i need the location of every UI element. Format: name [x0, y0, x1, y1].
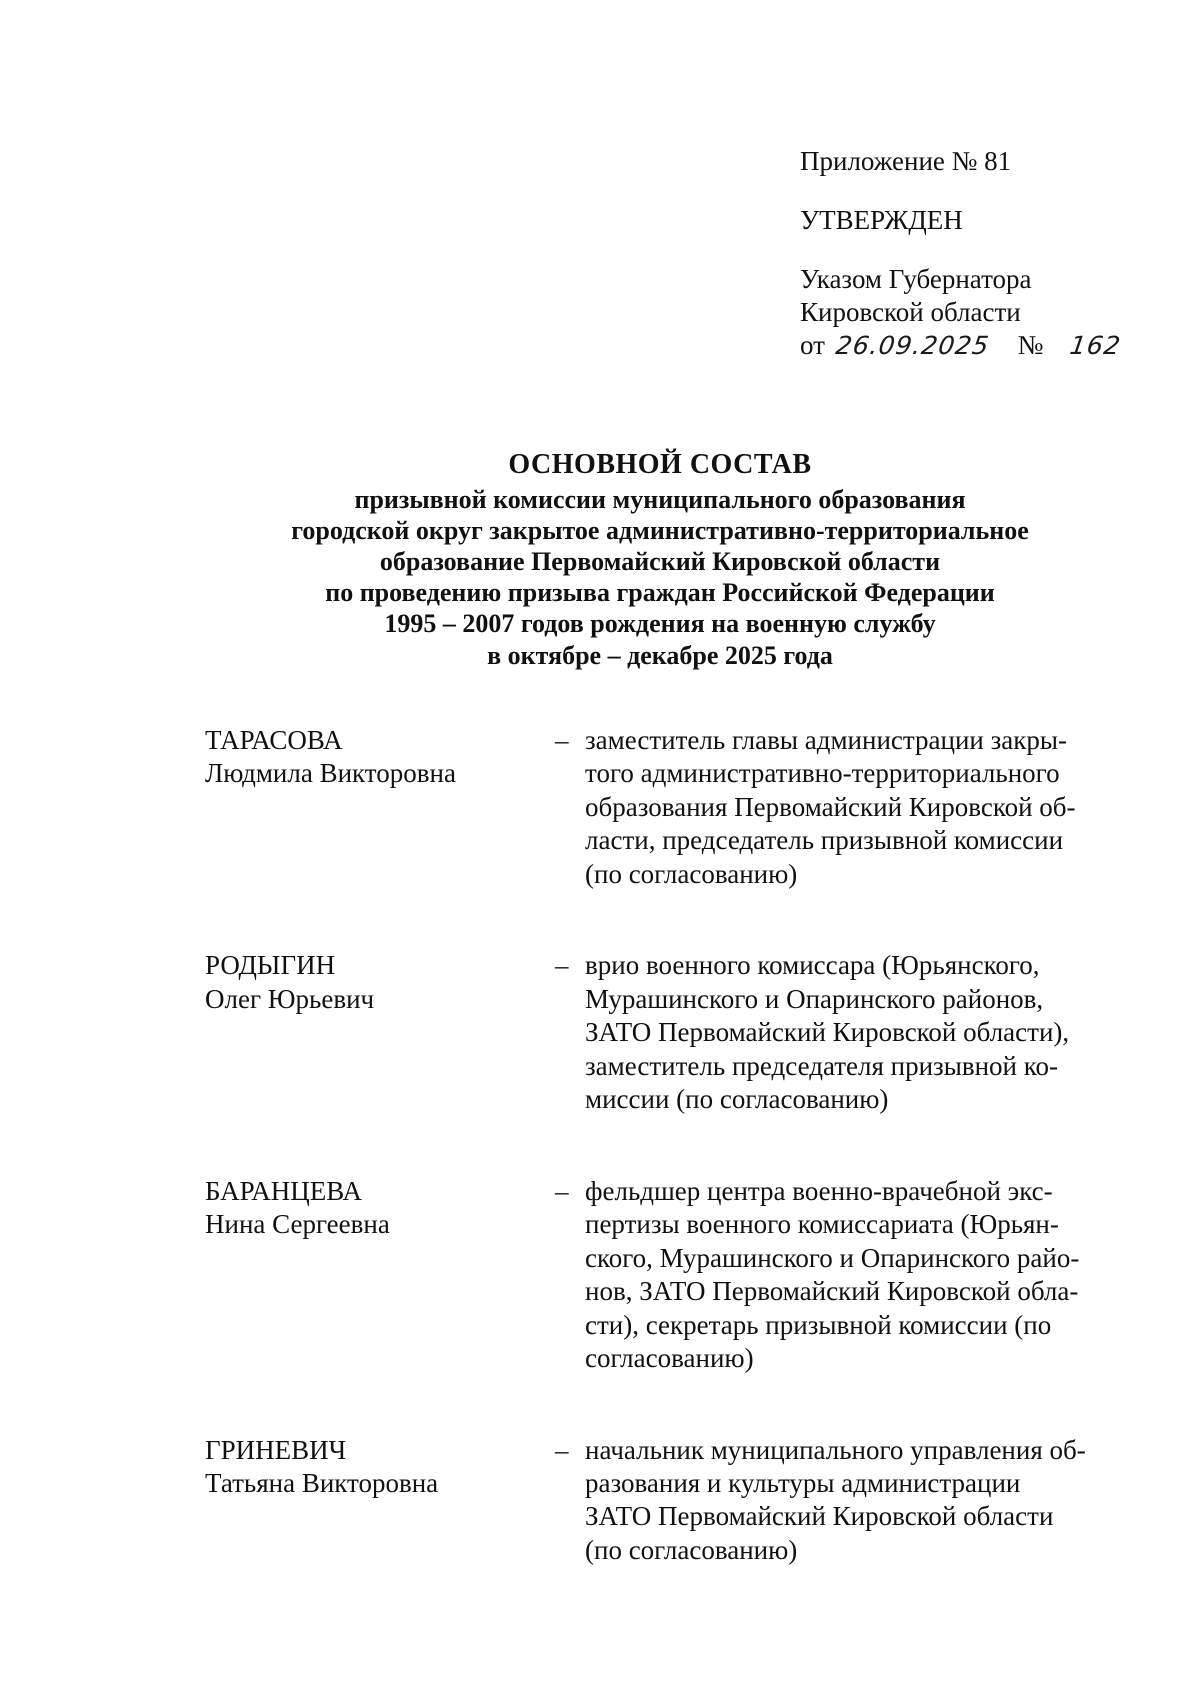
number-sign: №: [1017, 329, 1044, 360]
member-dash: –: [555, 725, 569, 755]
title-main: ОСНОВНОЙ СОСТАВ: [508, 449, 812, 480]
member-row: [205, 1175, 1125, 1376]
approval-block: [800, 145, 1160, 362]
role-line: (по согласованию): [585, 1534, 798, 1565]
title-line-6: в октябре – декабре 2025 года: [487, 640, 833, 670]
role-line: разования и культуры администрации: [585, 1467, 1021, 1498]
title-line-5: 1995 – 2007 годов рождения на военную службу: [384, 609, 936, 639]
member-row: [205, 1434, 1125, 1568]
member-name: [205, 1175, 555, 1376]
handwritten-number: 162: [1068, 330, 1123, 360]
role-line: заместитель председателя призывной ко-: [585, 1050, 1058, 1081]
role-line: (по согласованию): [585, 858, 798, 889]
role-line: ласти, председатель призывной комиссии: [585, 825, 1064, 856]
approved-label: УТВЕРЖДЕН: [800, 204, 963, 235]
member-row: [205, 949, 1125, 1116]
member-role: [585, 1175, 1115, 1376]
role-line: того административно-территориального: [585, 758, 1060, 789]
member-list: [205, 724, 1125, 1567]
role-line: фельдшер центра военно-врачебной экс-: [585, 1175, 1053, 1206]
document-title: [150, 448, 1170, 671]
member-role: [585, 949, 1115, 1116]
title-line-4: по проведению призыва граждан Российской Федерации: [325, 578, 995, 608]
member-dash: –: [555, 950, 569, 981]
member-surname: ГРИНЕВИЧ: [205, 1434, 347, 1465]
from-prefix: от: [800, 329, 825, 360]
member-surname: ТАРАСОВА: [205, 725, 343, 755]
member-role: [585, 724, 1115, 891]
member-given-name: Олег Юрьевич: [205, 983, 375, 1014]
member-given-name: Татьяна Викторовна: [205, 1467, 439, 1498]
member-dash: –: [555, 1175, 569, 1206]
role-line: ЗАТО Первомайский Кировской области),: [585, 1017, 1070, 1048]
role-line: заместитель главы администрации закры-: [585, 725, 1067, 755]
role-line: образования Первомайский Кировской об-: [585, 791, 1076, 822]
role-line: нов, ЗАТО Первомайский Кировской обла-: [585, 1276, 1079, 1307]
role-line: Мурашинского и Опаринского районов,: [585, 983, 1044, 1014]
member-given-name: Нина Сергеевна: [205, 1209, 390, 1240]
role-line: сти), секретарь призывной комиссии (по: [585, 1309, 1052, 1340]
decree-line-2: Кировской области: [800, 296, 1021, 327]
role-line: начальник муниципального управления об-: [585, 1434, 1086, 1465]
role-line: ского, Мурашинского и Опаринского райо-: [585, 1242, 1080, 1273]
role-line: пертизы военного комиссариата (Юрьян-: [585, 1209, 1059, 1240]
member-name: [205, 1434, 555, 1568]
member-role: [585, 1434, 1115, 1568]
member-given-name: Людмила Викторовна: [205, 758, 456, 789]
member-name: [205, 724, 555, 891]
role-line: врио военного комиссара (Юрьянского,: [585, 950, 1040, 981]
role-line: миссии (по согласованию): [585, 1084, 889, 1115]
handwritten-date: 26.09.2025: [833, 330, 991, 360]
member-surname: БАРАНЦЕВА: [205, 1175, 363, 1206]
title-line-1: призывной комиссии муниципального образования: [354, 484, 966, 514]
role-line: ЗАТО Первомайский Кировской области: [585, 1501, 1054, 1532]
decree-date-line: [800, 329, 1160, 362]
role-line: согласованию): [585, 1343, 754, 1374]
decree-line-1: Указом Губернатора: [800, 263, 1032, 294]
member-dash: –: [555, 1434, 569, 1465]
member-name: [205, 949, 555, 1116]
title-line-3: образование Первомайский Кировской области: [379, 546, 941, 576]
appendix-label: Приложение № 81: [800, 146, 1012, 176]
member-surname: РОДЫГИН: [205, 950, 336, 981]
member-row: [205, 724, 1125, 891]
title-line-2: городской округ закрытое административно-территориальное: [291, 515, 1029, 545]
